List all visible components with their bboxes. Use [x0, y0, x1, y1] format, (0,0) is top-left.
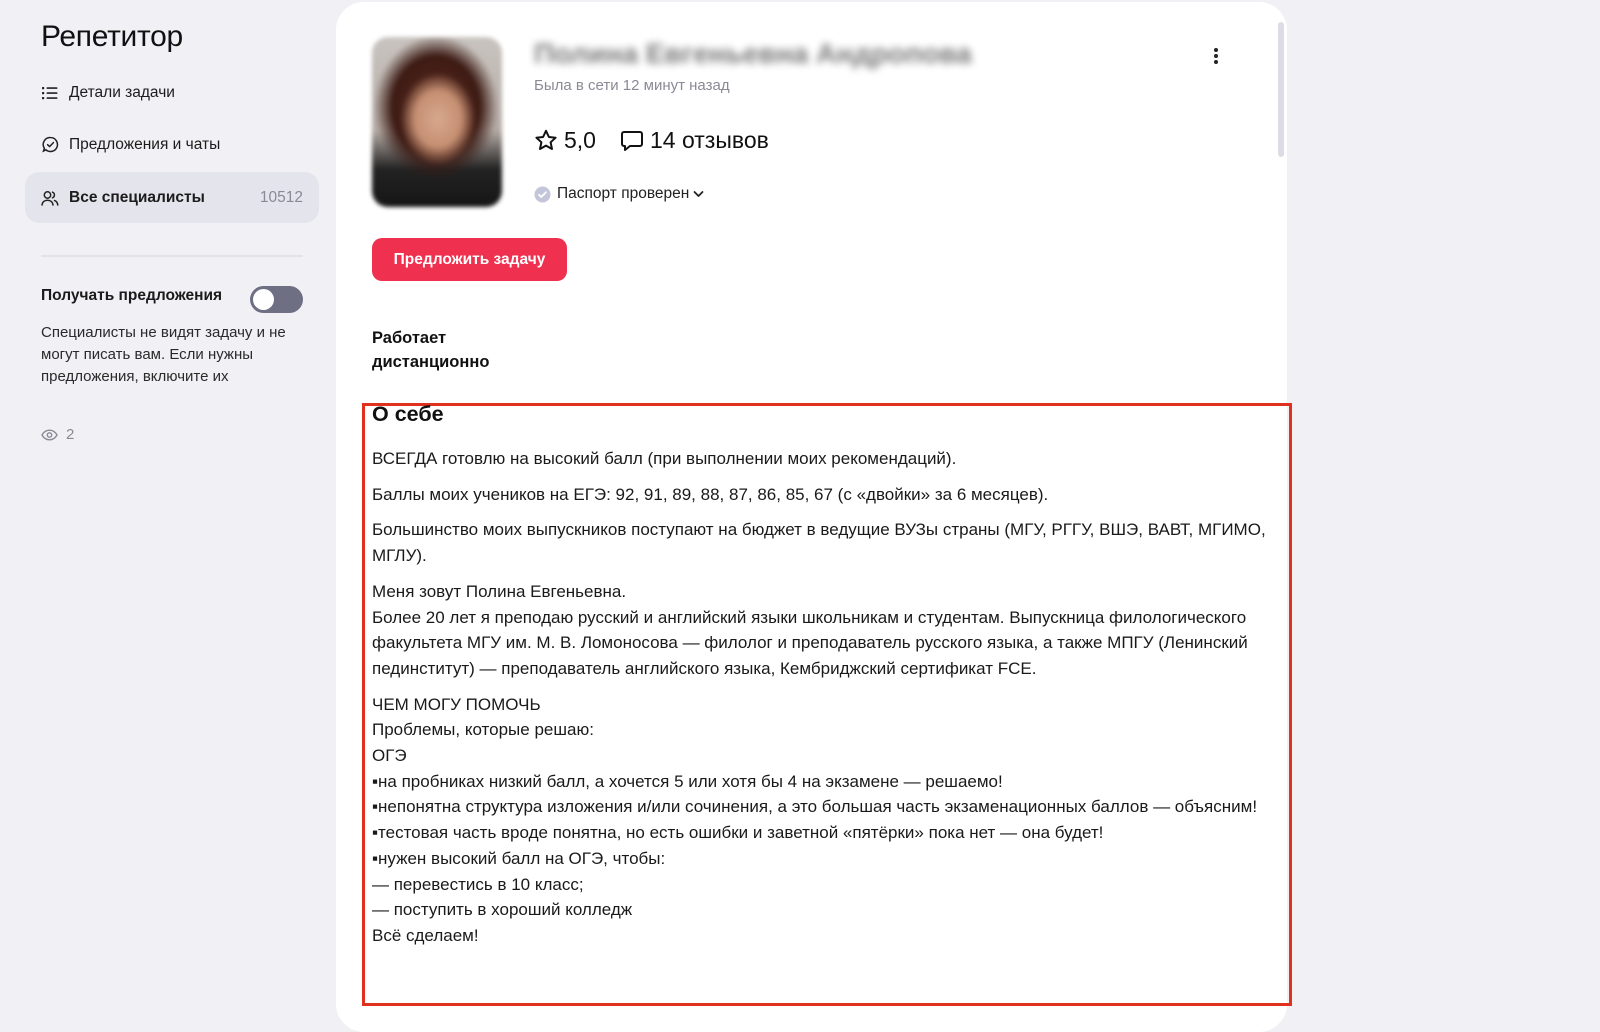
about-paragraph [372, 692, 1282, 949]
about-paragraph [372, 446, 1282, 472]
nav-label: Детали задачи [69, 83, 175, 101]
about-line: Баллы моих учеников на ЕГЭ: 92, 91, 89, 88, 87, 86, 85, 67 (с «двойки» за 6 месяцев). [372, 484, 1049, 504]
passport-verified[interactable] [534, 185, 704, 203]
about-line: Большинство моих выпускников поступают на бюджет в ведущие ВУЗы страны (МГУ, РГГУ, ВШЭ, ВАВТ, МГИМО, МГЛУ). [372, 520, 1266, 566]
specialists-count: 10512 [259, 188, 303, 206]
avatar [372, 37, 502, 207]
star-icon [534, 129, 558, 152]
reviews-count: 14 отзывов [649, 127, 769, 153]
rating-row [534, 127, 769, 154]
nav-item-offers-chats[interactable] [25, 119, 319, 170]
nav-item-task-details[interactable] [25, 67, 319, 118]
about-line: ВСЕГДА готовлю на высокий балл (при выполнении моих рекомендаций). [372, 449, 957, 468]
nav-label: Все специалисты [69, 188, 205, 206]
receive-offers-description: Специалисты не видят задачу и не могут писать вам. Если нужны предложения, включите их [41, 324, 286, 385]
about-title: О себе [372, 402, 444, 426]
receive-offers-toggle[interactable] [250, 286, 303, 313]
comment-icon [620, 130, 644, 152]
about-line: Меня зовут Полина Евгеньевна. [372, 581, 627, 601]
toggle-knob [253, 289, 274, 310]
sidebar [0, 0, 335, 1011]
nav-label: Предложения и чаты [69, 135, 221, 153]
about-line: — поступить в хороший колледж [372, 900, 633, 920]
specialist-name: Полина Евгеньевна Андропова [534, 38, 972, 69]
reviews-link[interactable] [620, 127, 769, 154]
nav-item-all-specialists[interactable] [25, 172, 319, 223]
list-icon [41, 84, 59, 102]
about-line: ▪на пробниках низкий балл, а хочется 5 или хотя бы 4 на экзамене — решаемо! [372, 771, 1003, 791]
chevron-down-icon [693, 190, 704, 198]
about-line: Более 20 лет я преподаю русский и английский языки школьникам и студентам. Выпускница филологического факультета МГУ им. М. В. Ломоносова — филолог и преподаватель русского языка, а также МПГУ (Ленинский пединститут) — преподаватель английского языка, Кембриджский сертификат FCE. [372, 607, 1248, 678]
rating-value: 5,0 [564, 127, 596, 153]
verified-check-icon [534, 186, 551, 203]
sidebar-divider [41, 255, 303, 257]
about-paragraph [372, 482, 1282, 508]
views-counter [41, 426, 74, 443]
offer-task-button[interactable]: Предложить задачу [372, 238, 567, 281]
about-text [372, 446, 1282, 959]
more-options-button[interactable] [1205, 45, 1227, 67]
about-paragraph [372, 579, 1282, 682]
about-line: ▪тестовая часть вроде понятна, но есть ошибки и заветной «пятёрки» пока нет — она будет! [372, 823, 1104, 843]
about-line: Всё сделаем! [372, 925, 479, 945]
more-vertical-icon [1213, 47, 1219, 65]
receive-offers-label: Получать предложения [41, 287, 223, 304]
scrollbar[interactable] [1278, 22, 1284, 157]
passport-label: Паспорт проверен [557, 185, 690, 202]
app-title: Репетитор [41, 20, 183, 53]
chat-check-icon [41, 136, 59, 154]
online-status: Была в сети 12 минут назад [534, 77, 730, 94]
eye-icon [41, 429, 58, 441]
about-line: Проблемы, которые решаю: [372, 720, 594, 740]
about-line: — перевестись в 10 класс; [372, 874, 584, 894]
about-line: ОГЭ [372, 746, 407, 766]
about-line: ЧЕМ МОГУ ПОМОЧЬ [372, 694, 541, 714]
about-paragraph [372, 517, 1282, 568]
work-mode: Работает дистанционно [372, 329, 490, 371]
about-line: ▪непонятна структура изложения и/или сочинения, а это большая часть экзаменационных баллов — объясним! [372, 797, 1258, 817]
views-count: 2 [66, 426, 75, 443]
about-line: ▪нужен высокий балл на ОГЭ, чтобы: [372, 848, 666, 868]
users-icon [41, 189, 59, 207]
